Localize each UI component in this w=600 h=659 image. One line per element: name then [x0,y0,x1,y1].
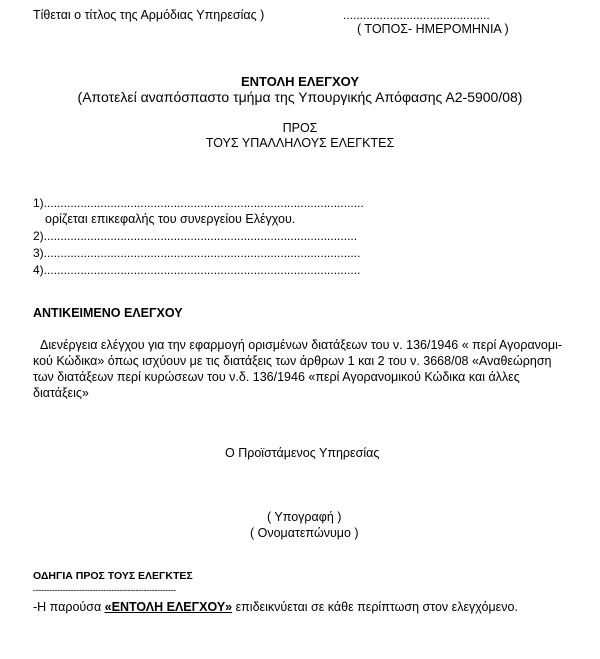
instructions-prefix: -Η παρούσα [33,600,105,614]
subject-line-3: των διατάξεων περί κυρώσεων του ν.δ. 136/1946 «περί Αγορανομικού Κώδικα και άλλες [33,370,520,384]
addressee-to: ΠΡΟΣ [282,121,318,135]
place-date-dots: ............................................ [343,8,490,22]
inspector-line-2: 2).............................................................................................. [33,229,358,243]
fullname-label: ( Ονοματεπώνυμο ) [250,526,359,540]
place-date-label: ( ΤΟΠΟΣ- ΗΜΕΡΟΜΗΝΙΑ ) [357,22,509,36]
head-of-team-note: ορίζεται επικεφαλής του συνεργείου Ελέγχου. [45,212,296,226]
dashed-separator: ----------------------------------------------------- [33,585,176,595]
subject-line-1: Διενέργεια ελέγχου για την εφαρμογή ορισμένων διατάξεων του ν. 136/1946 « περί Αγορανομι- [40,338,563,352]
instructions-suffix: επιδεικνύεται σε κάθε περίπτωση στον ελεγχόμενο. [232,600,518,614]
document-subtitle: (Αποτελεί αναπόσπαστο τμήμα της Υπουργικής Απόφασης Α2-5900/08) [77,89,523,105]
head-of-service: Ο Προϊστάμενος Υπηρεσίας [225,446,380,460]
instructions-text [33,600,518,614]
inspector-line-4: 4)............................................................................................... [33,263,361,277]
signature-label: ( Υπογραφή ) [267,510,342,524]
subject-line-2: κού Κώδικα» όπως ισχύουν με τις διατάξεις των άρθρων 1 και 2 του ν. 3668/08 «Αναθεώρηση [33,354,552,368]
order-emphasis: «ΕΝΤΟΛΗ ΕΛΕΓΧΟΥ» [104,600,233,614]
addressee-inspectors: ΤΟΥΣ ΥΠΑΛΛΗΛΟΥΣ ΕΛΕΓΚΤΕΣ [205,136,395,150]
document-title: ΕΝΤΟΛΗ ΕΛΕΓΧΟΥ [240,74,360,89]
subject-line-4: διατάξεις» [33,386,89,400]
inspector-line-1: 1)................................................................................................ [33,196,364,210]
instructions-heading: ΟΔΗΓΙΑ ΠΡΟΣ ΤΟΥΣ ΕΛΕΓΚΤΕΣ [33,570,193,582]
subject-heading: ΑΝΤΙΚΕΙΜΕΝΟ ΕΛΕΓΧΟΥ [33,306,183,320]
inspector-line-3: 3)............................................................................................... [33,246,361,260]
authority-title-placeholder: Τίθεται ο τίτλος της Αρμόδιας Υπηρεσίας ) [33,8,265,22]
